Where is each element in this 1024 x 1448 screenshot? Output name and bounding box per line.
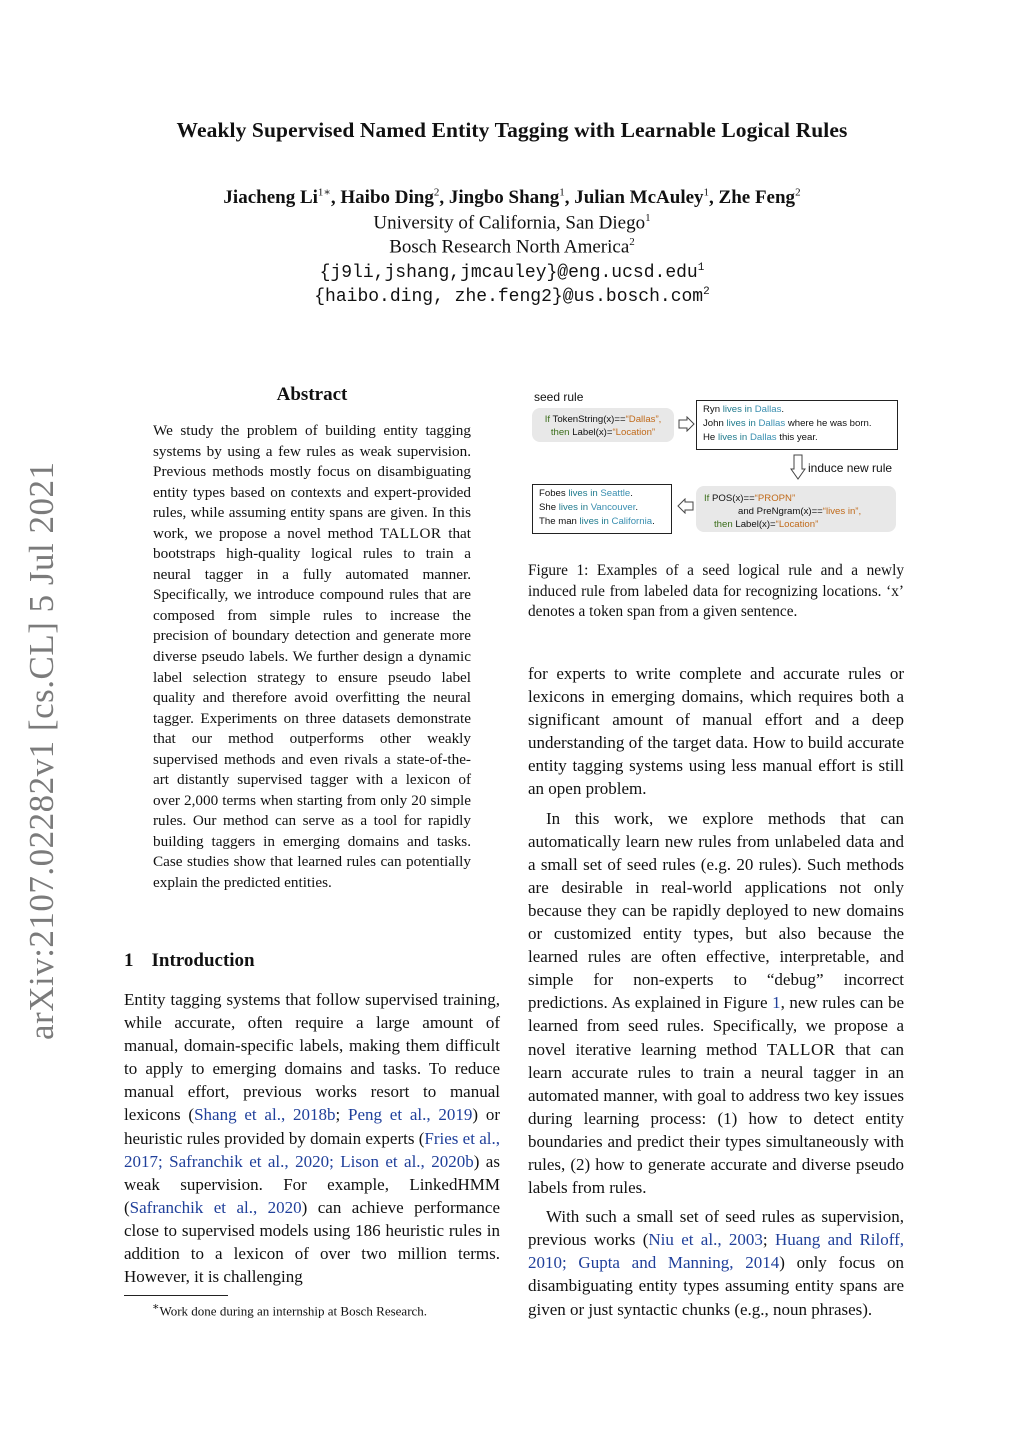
method-name: TALLOR: [379, 524, 442, 542]
email-ucsd: {j9li,jshang,jmcauley}@eng.ucsd.edu$^1$: [319, 262, 705, 283]
citation-link[interactable]: Shang et al., 2018b: [194, 1105, 336, 1125]
citation-link[interactable]: Lison et al., 2020b: [340, 1151, 474, 1171]
figure-1: [528, 388, 908, 538]
right-arrow-icon: [678, 416, 696, 432]
author: Haibo Ding$^2$: [340, 187, 440, 209]
paper-title: Weakly Supervised Named Entity Tagging with Learnable Logical Rules: [176, 118, 848, 142]
example-sentence: He lives in Dallas this year.: [703, 432, 818, 444]
example-sentence: John lives in Dallas where he was born.: [703, 418, 872, 430]
seed-rule-box: If TokenString(x)==“Dallas”, then Label(x)=“Location”: [532, 408, 674, 442]
intro-paragraph-2: In this work, we explore methods that can automatically learn new rules from unlabeled data and a small set of seed rules (e.g. 20 rules). Such methods are desirable in real-world applications not only because they can be rapidly deployed to new domains or customized entity types, but also because the learned rules are often effective, interpretable, and simple for non-experts to “debug” incorrect predictions. As explained in Figure 1, new rules can be learned from seed rules. Specifically, we propose a novel iterative learning method TALLOR that can learn accurate rules to train a neural tagger in an automated manner, with goal to address two key issues during learning process: (1) how to detect entity boundaries and predict their types simultaneously with rules, (2) how to generate accurate and diverse pseudo labels from rules.: [528, 808, 905, 1198]
affiliation-bosch: Bosch Research North America$^2$: [389, 236, 635, 258]
abstract-text: We study the problem of building entity tagging systems by using a few rules as weak supervision. Previous methods mostly focus on disambiguating entity types based on contexts and expert-provided rules, while assuming entity spans are given. In this work, we propose a novel method TALLOR that bootstraps high-quality logical rules to train a neural tagger in a fully automated manner. Specifically, we introduce compound rules that are composed from simple rules to increase the precision of boundary detection and generate more diverse pseudo labels. We further design a dynamic label selection strategy to ensure pseudo label quality and therefore avoid overfitting the neural tagger. Experiments on three datasets demonstrate that our method outperforms other weakly supervised methods and even rivals a state-of-the-art distantly supervised tagger with a lexicon of over 2,000 terms when starting from only 20 simple rules. Our method can serve as a tool for rapidly building taggers in emerging domains and tasks. Case studies show that learned rules can potentially explain the predicted entities.: [153, 422, 472, 892]
example-sentence: The man lives in California.: [539, 516, 655, 528]
citation-link[interactable]: Fries et al., 2017: [124, 1128, 500, 1171]
figure-reference-link[interactable]: 1: [772, 993, 781, 1013]
intro-paragraph-3: With such a small set of seed rules as supervision, previous works (Niu et al., 2003; Huang and Riloff, 2010; Gupta and Manning, 2014) only focus on disambiguating entity types assuming entity spans are given or just syntactic chunks (e.g., noun phrases).: [528, 1207, 905, 1319]
citation-link[interactable]: Huang and Riloff, 2010: [528, 1230, 905, 1273]
author: Jiacheng $Li^{1∗}$: [223, 187, 331, 209]
left-arrow-icon: [676, 498, 694, 514]
author-list: Jiacheng $Li^{1∗}$, Haibo Ding$^2$, Jingbo Shang$^1$, Julian McAuley$^1$, Zhe Feng$^2$: [223, 187, 801, 209]
example-sentence: Fobes lives in Seattle.: [539, 488, 633, 499]
example-sentence: She lives in Vancouver.: [539, 502, 639, 514]
intro-paragraph-1-continued: for experts to write complete and accurate rules or lexicons in emerging domains, which requires both a significant amount of manual effort and a deep understanding of the target data. How to build accurate entity tagging systems using less manual effort is still an open problem.: [528, 664, 904, 799]
citation-link[interactable]: Gupta and Manning, 2014: [578, 1253, 780, 1273]
citation-link[interactable]: Safranchik et al., 2020: [129, 1197, 302, 1217]
footnote: ∗Work done during an internship at Bosch Research.: [152, 1301, 428, 1319]
example-sentence: Ryn lives in Dallas.: [703, 404, 785, 415]
down-arrow-icon: [790, 454, 806, 480]
new-examples-box: [532, 484, 672, 534]
author: Jingbo Shang$^1$: [448, 187, 565, 209]
method-name: TALLOR: [766, 1039, 836, 1059]
matched-examples-box: [696, 400, 898, 450]
footnote-divider: [124, 1295, 228, 1296]
author: Zhe Feng$^2$: [718, 187, 801, 209]
citation-link[interactable]: Niu et al., 2003: [648, 1230, 763, 1250]
induce-rule-label: induce new rule: [808, 461, 893, 475]
section-heading-introduction: 1 Introduction: [124, 950, 255, 971]
induced-rule-box: If POS(x)==“PROPN” and PreNgram(x)==“lives in”, then Label(x)=“Location”: [696, 486, 896, 532]
affiliation-ucsd: University of California, San Diego$^1$: [373, 212, 651, 234]
intro-right-column: [528, 662, 904, 1321]
intro-paragraph-1: Entity tagging systems that follow supervised training, while accurate, often require a large amount of manual, domain-specific labels, making them difficult to apply to emerging domains and tasks. To reduce manual effort, previous works resort to manual lexicons (Shang et al., 2018b; Peng et al., 2019) or heuristic rules provided by domain experts (Fries et al., 2017; Safranchik et al., 2020; Lison et al., 2020b) as weak supervision. For example, LinkedHMM (Safranchik et al., 2020) can achieve performance close to supervised models using 186 heuristic rules in addition to a lexicon of over two million terms. However, it is challenging: [124, 990, 500, 1287]
seed-rule-label: seed rule: [534, 390, 584, 404]
abstract-heading: Abstract: [276, 384, 348, 405]
email-bosch: {haibo.ding, zhe.feng2}@us.bosch.com$^2$: [314, 286, 710, 307]
arxiv-identifier: arXiv:2107.02282v1 [cs.CL] 5 Jul 2021: [22, 461, 61, 1040]
figure-caption: Figure 1: Examples of a seed logical rule and a newly induced rule from labeled data for recognizing locations. ‘x’ denotes a token span from a given sentence.: [528, 562, 904, 620]
citation-link[interactable]: Safranchik et al., 2020: [169, 1151, 330, 1171]
citation-link[interactable]: Peng et al., 2019: [348, 1105, 473, 1125]
author: Julian McAuley$^1$: [574, 187, 710, 209]
